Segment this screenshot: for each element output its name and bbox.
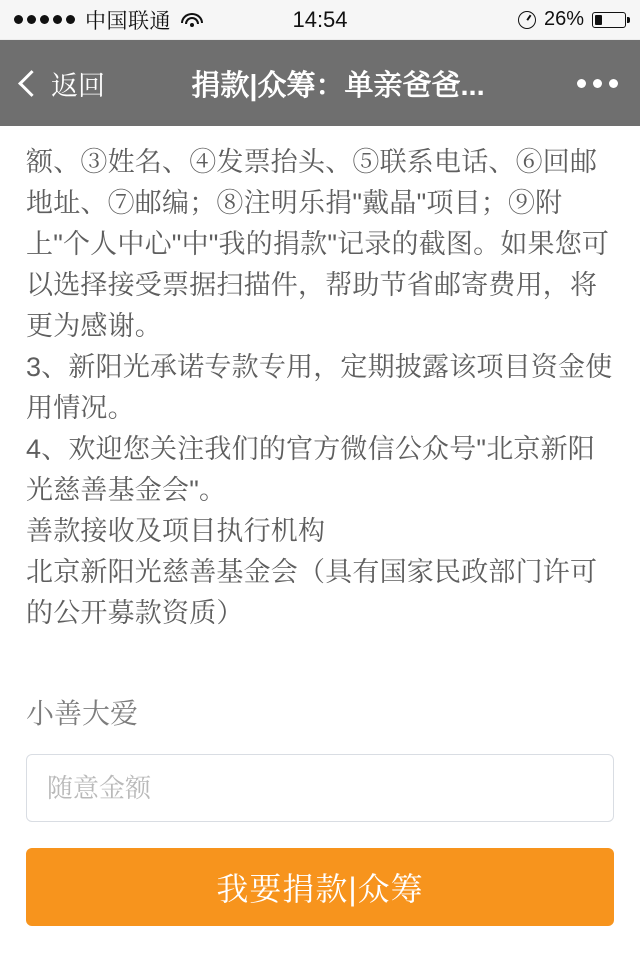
carrier-label: 中国联通 [85, 9, 171, 33]
donation-section-title: 小善大爱 [26, 698, 139, 730]
status-bar-right [518, 8, 626, 31]
article-paragraph: 4、欢迎您关注我们的官方微信公众号"北京新阳光慈善基金会"。 [26, 434, 595, 506]
back-button[interactable] [22, 64, 105, 103]
article-paragraph: 善款接收及项目执行机构 [26, 516, 326, 547]
donate-button[interactable]: 我要捐款|众筹 [26, 848, 614, 926]
dot-icon [593, 79, 602, 88]
status-bar [0, 0, 640, 40]
page-title: 捐款|众筹：单亲爸爸... [191, 69, 485, 102]
navigation-bar [0, 40, 640, 126]
signal-strength-icon [14, 15, 75, 24]
more-options-button[interactable] [571, 79, 618, 88]
rotation-lock-icon [518, 11, 536, 29]
article-paragraph: 额、③姓名、④发票抬头、⑤联系电话、⑥回邮地址、⑦邮编；⑧注明乐捐"戴晶"项目；⑨附上"个人中心"中"我的捐款"记录的截图。如果您可以选择接受票据扫描件，帮助节省邮寄费用，将更为感谢。 [26, 147, 610, 342]
article-paragraph: 3、新阳光承诺专款专用，定期披露该项目资金使用情况。 [26, 352, 613, 424]
battery-percent-label: 26% [543, 8, 584, 30]
back-button-label: 返回 [51, 70, 105, 101]
donation-amount-input[interactable] [26, 754, 614, 822]
donation-section [0, 692, 640, 926]
article-paragraph: 北京新阳光慈善基金会（具有国家民政部门许可的公开募款资质） [26, 557, 598, 629]
article-body [26, 142, 614, 634]
battery-icon [592, 12, 626, 28]
article-content [0, 126, 640, 634]
dot-icon [609, 79, 618, 88]
wifi-icon [181, 12, 203, 28]
dot-icon [577, 79, 586, 88]
status-time: 14:54 [292, 6, 348, 32]
chevron-left-icon [18, 70, 45, 97]
